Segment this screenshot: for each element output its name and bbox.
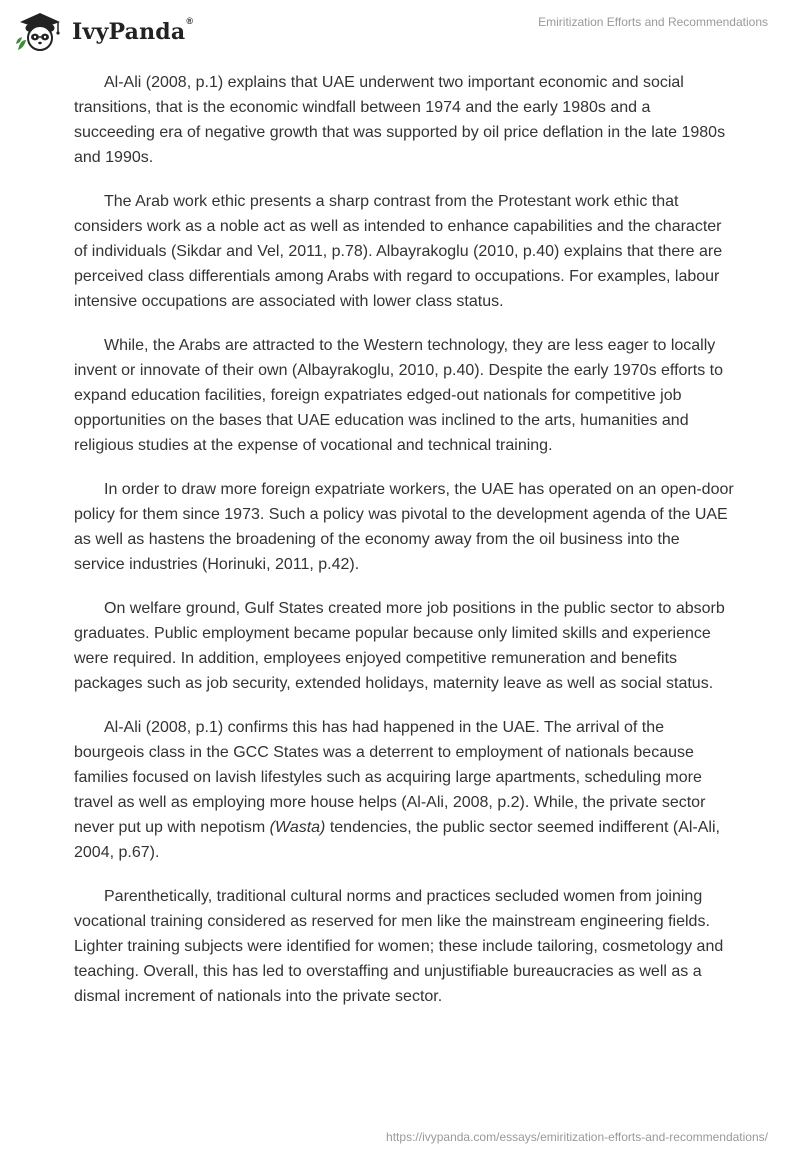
page-header [0,0,800,56]
paragraph-6 [74,715,734,865]
paragraph-4: In order to draw more foreign expatriate workers, the UAE has operated on an open-door policy for them since 1973. Such a policy was pivotal to the development agenda of the UAE as well as hastens the broadening of the economy away from the oil business into the service industries (Horinuki, 2011, p.42). [74,481,734,573]
paragraph-1: Al-Ali (2008, p.1) explains that UAE underwent two important economic and social transitions, that is the economic windfall between 1974 and the early 1980s and a succeeding era of negative growth that was supported by oil price deflation in the late 1980s and 1990s. [74,74,726,166]
registered-mark: ® [186,16,193,26]
paragraph-6-text-end: tendencies, the public sector seemed indifferent (Al-Ali, 2004, p.67). [74,819,720,861]
wasta-term: (Wasta) [269,819,326,836]
ivypanda-logo[interactable] [14,10,193,52]
paragraph-7: Parenthetically, traditional cultural norms and practices secluded women from joining vocational training considered as reserved for men like the mainstream engineering fields. Lighter training subjects were identified for women; these include tailoring, cosmetology and teaching. Overall, this has led to overstaffing and unjustifiable bureaucracies as well as a dismal increment of nationals into the private sector. [74,888,724,1005]
logo-text: IvyPanda [72,19,186,45]
paragraph-2: The Arab work ethic presents a sharp contrast from the Protestant work ethic that considers work as a noble act as well as intended to enhance capabilities and the character of individuals (Sikdar and Vel, 2011, p.78). Albayrakoglu (2010, p.40) explains that there are perceived class differentials among Arabs with regard to occupations. For examples, labour intensive occupations are associated with lower class status. [74,193,723,310]
essay-body [74,70,734,1028]
paragraph-5: On welfare ground, Gulf States created more job positions in the public sector to absorb graduates. Public employment became popular because only limited skills and experience were required. In addition, employees enjoyed competitive remuneration and benefits packages such as job security, extended holidays, maternity leave as well as social status. [74,600,725,692]
document-title: Emiritization Efforts and Recommendations [538,15,768,29]
source-url[interactable]: https://ivypanda.com/essays/emiritization-efforts-and-recommendations/ [386,1130,768,1144]
paragraph-6-text-start: Al-Ali (2008, p.1) confirms this has had happened in the UAE. The arrival of the bourgeois class in the GCC States was a deterrent to employment of nationals because families focused on lavish lifestyles such as acquiring large apartments, scheduling more travel as well as employing more house helps (Al-Ali, 2008, p.2). While, the private sector never put up with nepotism [74,719,706,836]
panda-graduate-icon [14,10,66,52]
paragraph-3: While, the Arabs are attracted to the Western technology, they are less eager to locally invent or innovate of their own (Albayrakoglu, 2010, p.40). Despite the early 1970s efforts to expand education facilities, foreign expatriates edged-out nationals for competitive job opportunities on the bases that UAE education was inclined to the arts, humanities and religious studies at the expense of vocational and technical training. [74,337,723,454]
